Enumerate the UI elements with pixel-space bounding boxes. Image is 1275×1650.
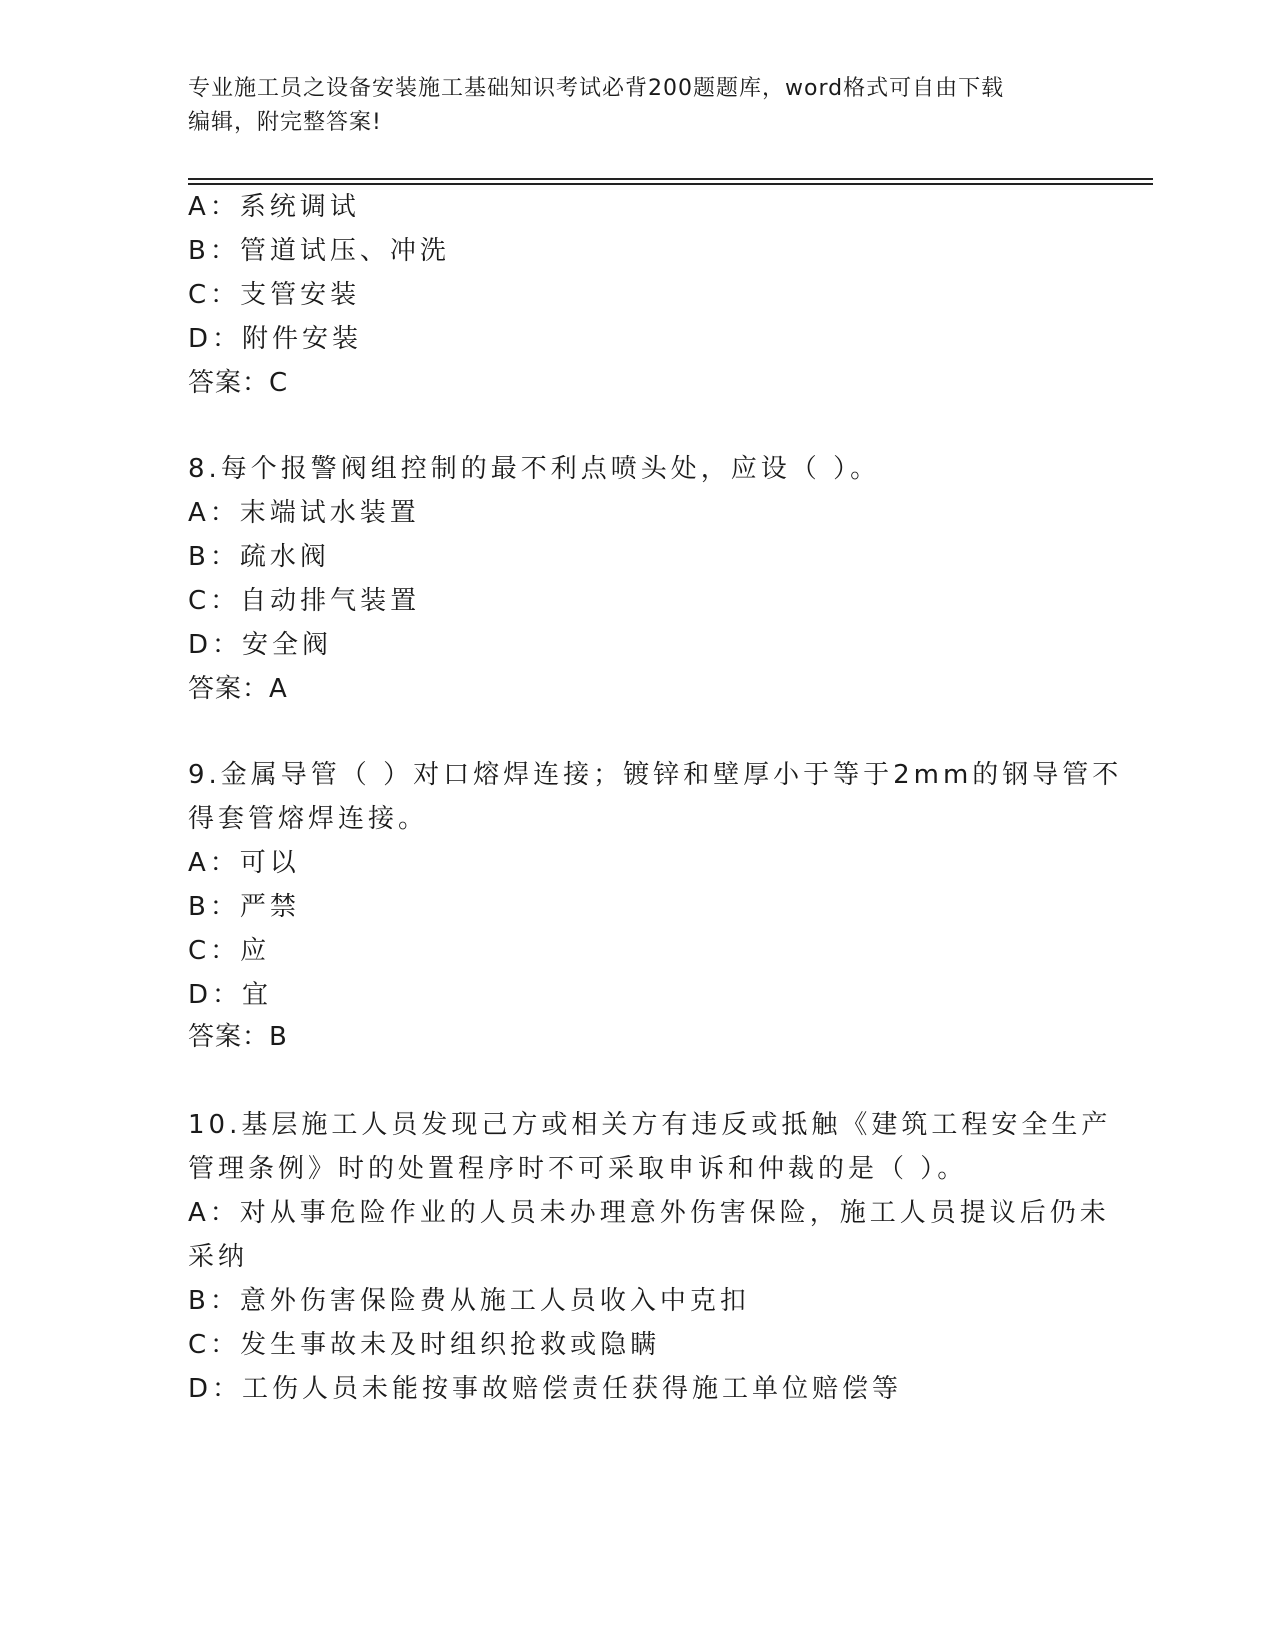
header-divider-bottom (188, 183, 1153, 185)
q10-option-a-line-1: A：对从事危险作业的人员未办理意外伤害保险，施工人员提议后仍未 (188, 1198, 1110, 1228)
q8-option-b: B：疏水阀 (188, 542, 330, 572)
header-line-2: 编辑，附完整答案! (188, 110, 382, 135)
q8-option-d: D：安全阀 (188, 630, 333, 660)
q7-option-c: C：支管安装 (188, 280, 361, 310)
q9-option-c: C：应 (188, 936, 271, 966)
q9-question-line-2: 得套管熔焊连接。 (188, 804, 429, 834)
q9-question-line-1: 9.金属导管（ ）对口熔焊连接；镀锌和壁厚小于等于2mm的钢导管不 (188, 760, 1123, 790)
q10-option-a-line-2: 采纳 (188, 1242, 249, 1272)
q10-option-b: B：意外伤害保险费从施工人员收入中克扣 (188, 1286, 750, 1316)
q10-question-line-2: 管理条例》时的处置程序时不可采取申诉和仲裁的是（ ）。 (188, 1154, 968, 1184)
q8-option-c: C：自动排气装置 (188, 586, 421, 616)
header-line-1: 专业施工员之设备安装施工基础知识考试必背200题题库，word格式可自由下载 (188, 76, 1005, 101)
q7-option-a: A：系统调试 (188, 192, 360, 222)
q9-answer: 答案：B (188, 1022, 288, 1052)
q10-option-d: D：工伤人员未能按事故赔偿责任获得施工单位赔偿等 (188, 1374, 903, 1404)
q7-answer: 答案：C (188, 368, 289, 398)
header-divider-top (188, 178, 1153, 180)
q9-option-a: A：可以 (188, 848, 300, 878)
q7-option-b: B：管道试压、冲洗 (188, 236, 450, 266)
document-header (188, 72, 1068, 140)
q10-option-c: C：发生事故未及时组织抢救或隐瞒 (188, 1330, 661, 1360)
q10-question-line-1: 10.基层施工人员发现己方或相关方有违反或抵触《建筑工程安全生产 (188, 1110, 1112, 1140)
q8-question: 8.每个报警阀组控制的最不利点喷头处，应设（ ）。 (188, 454, 881, 484)
q9-option-d: D：宜 (188, 980, 273, 1010)
q8-option-a: A：末端试水装置 (188, 498, 420, 528)
q8-answer: 答案：A (188, 674, 288, 704)
q9-option-b: B：严禁 (188, 892, 300, 922)
q7-option-d: D：附件安装 (188, 324, 363, 354)
